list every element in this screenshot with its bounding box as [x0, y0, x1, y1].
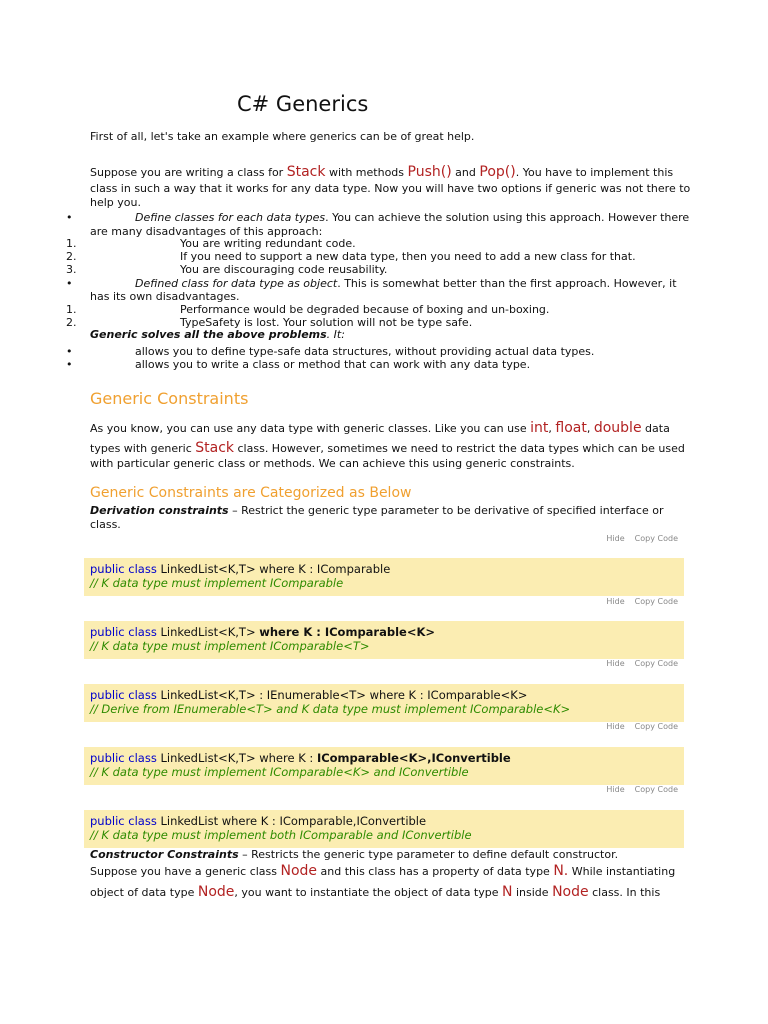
code-actions: [596, 597, 678, 606]
solves-line: [90, 328, 345, 341]
keyword: public class: [90, 814, 157, 828]
keyword: public class: [90, 688, 157, 702]
derivation-line-1: [90, 504, 663, 517]
code-actions: [596, 722, 678, 731]
text: class. However, sometimes we need to restrict the data types which can be used: [234, 442, 685, 455]
copy-code-link[interactable]: Copy Code: [634, 722, 678, 731]
code-actions: [596, 659, 678, 668]
text: Suppose you have a generic class: [90, 865, 281, 878]
node-term: Node: [197, 884, 235, 900]
heading-generic-constraints: Generic Constraints: [90, 389, 249, 408]
paragraph-1-line-1: [90, 164, 673, 180]
stack-term: Stack: [286, 164, 326, 180]
list-item: Performance would be degraded because of boxing and un-boxing.: [180, 303, 550, 316]
text: As you know, you can use any data type with generic classes. Like you can use: [90, 422, 531, 435]
page-title: C# Generics: [237, 92, 369, 116]
text: data: [641, 422, 670, 435]
bullet-2-line-2: has its own disadvantages.: [90, 290, 240, 303]
text: – Restrict the generic type parameter to be derivative of specified interface or: [228, 504, 664, 517]
paragraph-1-line-2: class in such a way that it works for any data type. Now you will have two options if generic was not there to: [90, 182, 691, 195]
copy-code-link[interactable]: Copy Code: [634, 534, 678, 543]
copy-code-link[interactable]: Copy Code: [634, 785, 678, 794]
text: types with generic: [90, 442, 196, 455]
italic-text: Defined class for data type as object: [135, 277, 338, 290]
italic-text: Define classes for each data types: [135, 211, 326, 224]
bullet-1-line-2: are many disadvantages of this approach:: [90, 225, 323, 238]
text: class. In this: [588, 886, 661, 899]
keyword: public class: [90, 562, 157, 576]
code-text: LinkedList<K,T>: [156, 625, 260, 639]
text: object of data type: [90, 886, 198, 899]
bullet-marker: •: [66, 358, 73, 371]
list-number: 1.: [66, 237, 77, 250]
text: While instantiating: [568, 865, 676, 878]
list-number: 3.: [66, 263, 77, 276]
text: and this class has a property of data type: [317, 865, 554, 878]
derivation-line-2: class.: [90, 518, 121, 531]
text: ,: [548, 422, 556, 435]
code-text: LinkedList<K,T> where K : IComparable: [156, 562, 391, 576]
list-item: TypeSafety is lost. Your solution will not be type safe.: [180, 316, 473, 329]
text: . You can achieve the solution using this approach. However there: [325, 211, 690, 224]
code-comment: // K data type must implement both IComparable and IConvertible: [90, 828, 472, 842]
bullet-2-line-1: [135, 277, 677, 290]
stack-term: Stack: [195, 440, 235, 456]
bullet-marker: •: [66, 211, 73, 224]
text: . You have to implement this: [515, 166, 674, 179]
code-text: LinkedList<K,T> where K :: [156, 751, 317, 765]
hide-link[interactable]: Hide: [606, 597, 625, 606]
code-text: LinkedList where K : IComparable,IConvertible: [156, 814, 427, 828]
intro-text: First of all, let's take an example where generics can be of great help.: [90, 130, 475, 143]
paragraph-3-line-1: [90, 863, 675, 879]
list-number: 2.: [66, 316, 77, 329]
code-line: [90, 625, 435, 639]
code-line: [90, 562, 390, 576]
bullet-marker: •: [66, 277, 73, 290]
node-term: Node: [280, 863, 318, 879]
list-item: If you need to support a new data type, then you need to add a new class for that.: [180, 250, 636, 263]
code-block: [84, 810, 684, 848]
code-comment: // K data type must implement IComparable: [90, 576, 344, 590]
code-line: [90, 688, 527, 702]
bold-italic-text: Derivation constraints: [90, 504, 229, 517]
text: – Restricts the generic type parameter to define default constructor.: [238, 848, 619, 861]
bold-italic-text: Generic solves all the above problems: [90, 328, 327, 341]
heading-categorized: Generic Constraints are Categorized as Below: [90, 485, 412, 501]
paragraph-3-line-2: [90, 884, 660, 900]
code-bold-text: where K : IComparable<K>: [259, 625, 436, 639]
constructor-line: [90, 848, 618, 861]
paragraph-2-line-2: [90, 440, 685, 456]
hide-link[interactable]: Hide: [606, 785, 625, 794]
text: , you want to instantiate the object of data type: [234, 886, 503, 899]
list-item: You are discouraging code reusability.: [180, 263, 388, 276]
hide-link[interactable]: Hide: [606, 659, 625, 668]
text: ,: [586, 422, 594, 435]
list-item: You are writing redundant code.: [180, 237, 356, 250]
code-comment: // K data type must implement IComparable<T>: [90, 639, 370, 653]
code-block: [84, 558, 684, 596]
code-line: [90, 814, 426, 828]
node-term: Node: [552, 884, 589, 900]
text: with methods: [325, 166, 408, 179]
text: Suppose you are writing a class for: [90, 166, 287, 179]
pop-term: Pop(): [479, 164, 516, 180]
text: . This is somewhat better than the first approach. However, it: [337, 277, 677, 290]
code-text: LinkedList<K,T> : IEnumerable<T> where K : IComparable<K>: [156, 688, 528, 702]
paragraph-2-line-1: [90, 420, 670, 436]
code-comment: // K data type must implement IComparable<K> and IConvertible: [90, 765, 469, 779]
code-actions: [596, 534, 678, 543]
copy-code-link[interactable]: Copy Code: [634, 659, 678, 668]
code-comment: // Derive from IEnumerable<T> and K data type must implement IComparable<K>: [90, 702, 571, 716]
copy-code-link[interactable]: Copy Code: [634, 597, 678, 606]
n-term: N.: [553, 863, 569, 879]
hide-link[interactable]: Hide: [606, 534, 625, 543]
code-actions: [596, 785, 678, 794]
code-block: [84, 747, 684, 785]
double-term: double: [593, 420, 642, 436]
code-block: [84, 621, 684, 659]
code-line: [90, 751, 511, 765]
n-term: N: [502, 884, 513, 900]
bullet-item: allows you to write a class or method that can work with any data type.: [135, 358, 531, 371]
paragraph-2-line-3: with particular generic class or methods. We can achieve this using generic constraints.: [90, 457, 575, 470]
push-term: Push(): [407, 164, 452, 180]
code-block: [84, 684, 684, 722]
paragraph-1-line-3: help you.: [90, 196, 141, 209]
text: inside: [512, 886, 553, 899]
bullet-marker: •: [66, 345, 73, 358]
bold-italic-text: Constructor Constraints: [90, 848, 239, 861]
list-number: 1.: [66, 303, 77, 316]
list-number: 2.: [66, 250, 77, 263]
keyword: public class: [90, 751, 157, 765]
float-term: float: [555, 420, 587, 436]
bullet-item: allows you to define type-safe data structures, without providing actual data types.: [135, 345, 595, 358]
int-term: int: [530, 420, 549, 436]
bullet-1-line-1: [135, 211, 689, 224]
text: and: [451, 166, 480, 179]
keyword: public class: [90, 625, 157, 639]
italic-text: . It:: [326, 328, 345, 341]
hide-link[interactable]: Hide: [606, 722, 625, 731]
code-bold-text: IComparable<K>,IConvertible: [316, 751, 511, 765]
